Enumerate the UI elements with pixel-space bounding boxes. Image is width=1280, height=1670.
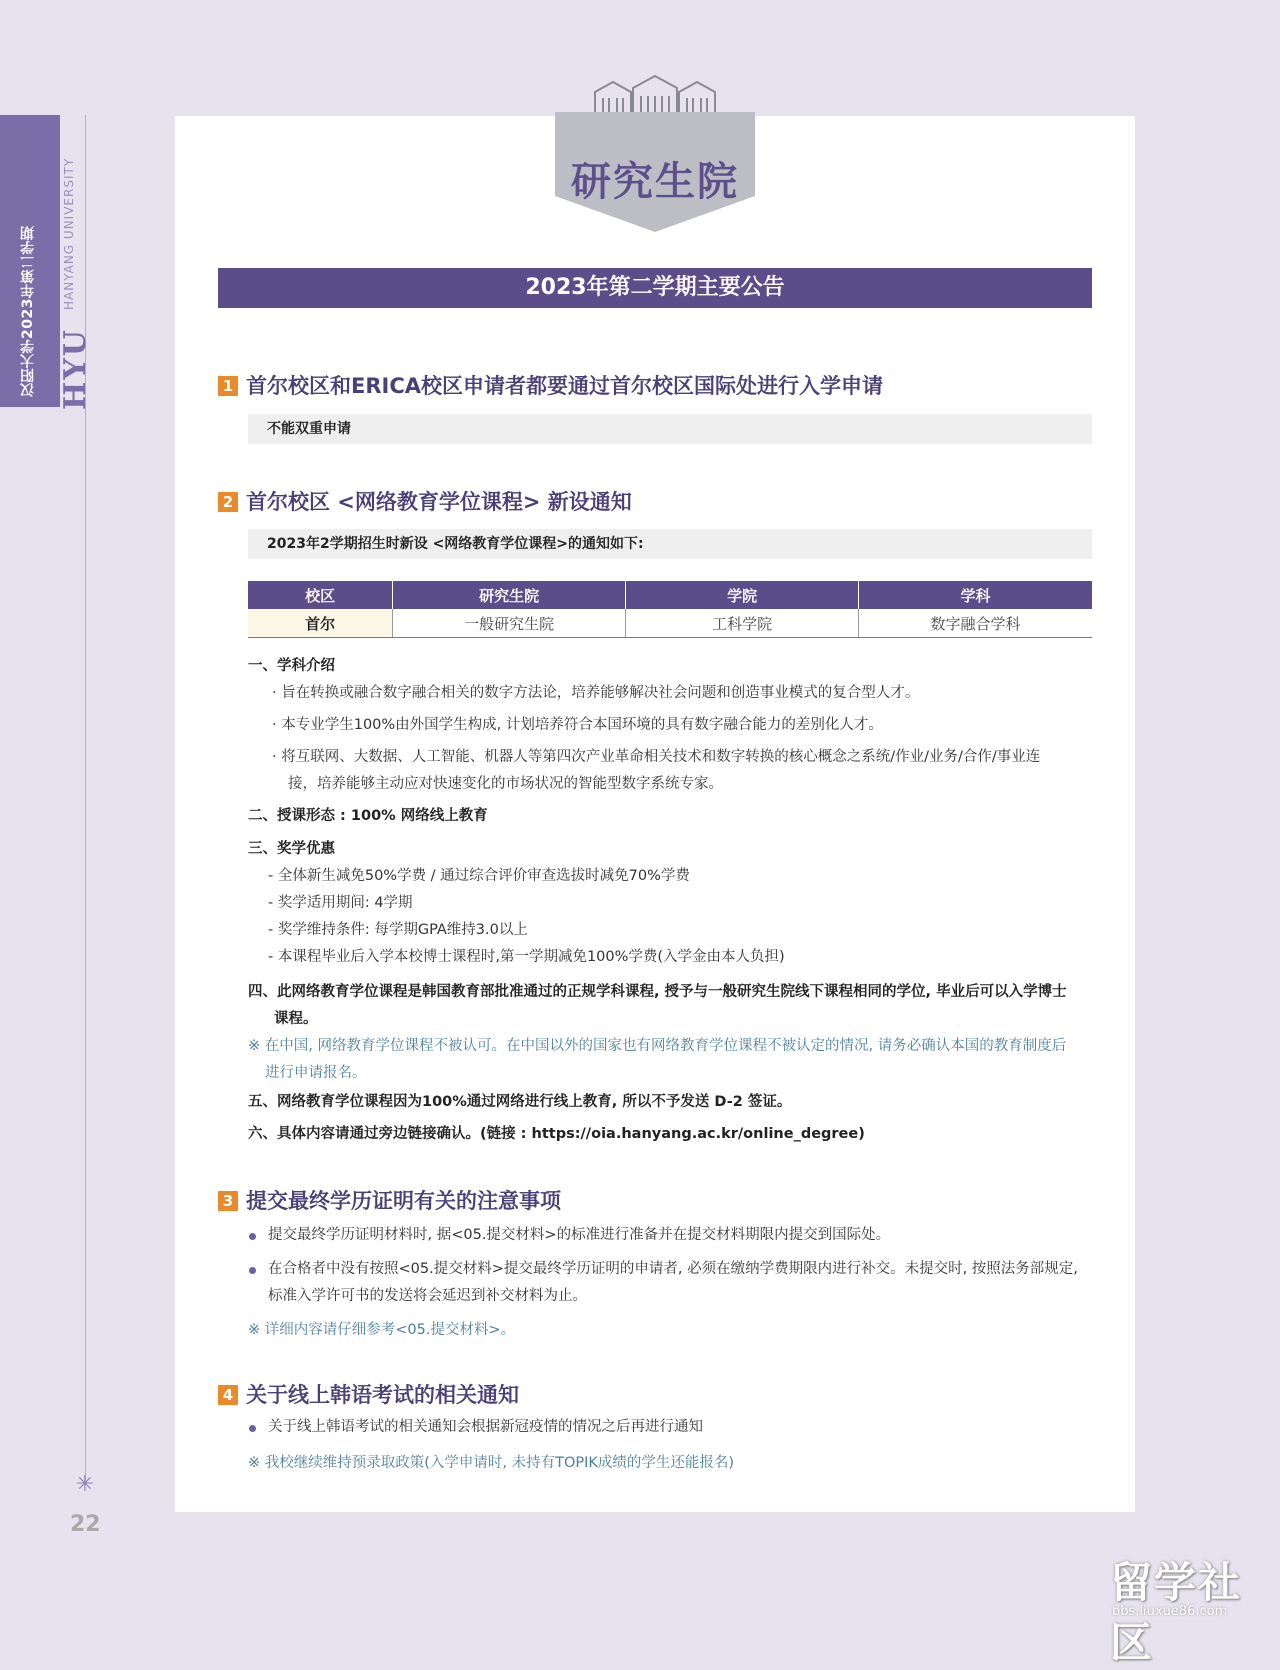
section-3-note: ※ 详细内容请仔细参考<05.提交材料>。 xyxy=(248,1322,516,1338)
bullet-dot-icon xyxy=(249,1425,256,1432)
section-number: 3 xyxy=(218,1191,238,1211)
table-cell: 首尔 xyxy=(248,609,393,638)
section-3-bullet: 在合格者中没有按照<05.提交材料>提交最终学历证明的申请者, 必须在缴纳学费期限内进行补交。未提交时, 按照法务部规定, xyxy=(268,1261,1078,1277)
item-4-continued: 课程。 xyxy=(274,1011,318,1027)
scholarship-item: - 全体新生减免50%学费 / 通过综合评价审查选拔时减免70%学费 xyxy=(268,868,690,884)
bullet-dot-icon xyxy=(249,1267,256,1274)
program-table xyxy=(248,581,1092,638)
bullet-dot-icon xyxy=(249,1233,256,1240)
section-1-title-text: 首尔校区和ERICA校区申请者都要通过首尔校区国际处进行入学申请 xyxy=(246,374,883,398)
watermark-logo: 留学社区 xyxy=(1110,1558,1243,1667)
section-number: 2 xyxy=(218,492,238,512)
section-number: 4 xyxy=(218,1385,238,1405)
scholarship-item: - 奖学维持条件: 每学期GPA维持3.0以上 xyxy=(268,922,528,938)
table-header: 校区 xyxy=(248,581,393,609)
section-1-note-bar: 不能双重申请 xyxy=(248,414,1092,444)
intro-item-continued: 接，培养能够主动应对快速变化的市场状况的智能型数字系统专家。 xyxy=(288,776,723,792)
announcement-banner: 2023年第二学期主要公告 xyxy=(218,268,1092,308)
building-icon xyxy=(593,74,717,114)
table-cell: 一般研究生院 xyxy=(393,609,626,638)
scholarship-item: - 本课程毕业后入学本校博士课程时,第一学期减免100%学费(入学金由本人负担) xyxy=(268,949,785,965)
section-number: 1 xyxy=(218,376,238,396)
table-header: 学院 xyxy=(626,581,859,609)
table-cell: 数字融合学科 xyxy=(859,609,1092,638)
header-title: 研究生院 xyxy=(571,159,739,205)
item-6: 六、具体内容请通过旁边链接确认。(链接 : https://oia.hanyang.ac.kr/online_degree) xyxy=(248,1126,865,1142)
intro-heading: 一、学科介绍 xyxy=(248,658,335,674)
section-4-bullet: 关于线上韩语考试的相关通知会根据新冠疫情的情况之后再进行通知 xyxy=(268,1419,703,1435)
section-3-title xyxy=(218,1186,561,1216)
item-5: 五、网络教育学位课程因为100%通过网络进行线上教育, 所以不予发送 D-2 签证。 xyxy=(248,1094,792,1110)
note-4: ※ 在中国, 网络教育学位课程不被认可。在中国以外的国家也有网络教育学位课程不被认定的情况, 请务必确认本国的教育制度后 xyxy=(248,1038,1067,1054)
scholarship-heading: 三、奖学优惠 xyxy=(248,841,335,857)
hyu-logo: HYU xyxy=(58,328,93,410)
asterisk-icon: ✳ xyxy=(75,1472,95,1497)
item-4: 四、此网络教育学位课程是韩国教育部批准通过的正规学科课程, 授予与一般研究生院线下课程相同的学位, 毕业后可以入学博士 xyxy=(248,984,1067,1000)
watermark-url: bbs.liuxue86.com xyxy=(1112,1604,1228,1619)
section-3-title-text: 提交最终学历证明有关的注意事项 xyxy=(246,1189,561,1213)
section-1-title xyxy=(218,371,883,401)
intro-item: · 将互联网、大数据、人工智能、机器人等第四次产业革命相关技术和数字转换的核心概念之系统/作业/业务/合作/事业连 xyxy=(272,749,1041,765)
spine-chinese-title: 汉阳大学2023年第二学期 xyxy=(20,225,36,397)
section-4-title xyxy=(218,1380,519,1410)
table-header-row xyxy=(248,581,1092,609)
section-4-note: ※ 我校继续维持预录取政策(入学申请时, 未持有TOPIK成绩的学生还能报名) xyxy=(248,1455,735,1471)
teaching-mode: 二、授课形态 : 100% 网络线上教育 xyxy=(248,808,488,824)
section-2-title xyxy=(218,487,632,517)
note-4-continued: 进行申请报名。 xyxy=(265,1065,367,1081)
section-2-note-bar: 2023年2学期招生时新设 <网络教育学位课程>的通知如下: xyxy=(248,529,1092,559)
section-3-bullet-continued: 标准入学许可书的发送将会延迟到补交材料为止。 xyxy=(268,1288,587,1304)
table-row xyxy=(248,609,1092,638)
section-3-bullet: 提交最终学历证明材料时, 据<05.提交材料>的标准进行准备并在提交材料期限内提交到国际处。 xyxy=(268,1227,891,1243)
spine-english-title: HANYANG UNIVERSITY xyxy=(62,157,76,310)
header-badge xyxy=(555,72,755,232)
table-cell: 工科学院 xyxy=(626,609,859,638)
scholarship-item: - 奖学适用期间: 4学期 xyxy=(268,895,413,911)
page-number: 22 xyxy=(70,1512,101,1537)
table-header: 学科 xyxy=(859,581,1092,609)
intro-item: · 本专业学生100%由外国学生构成, 计划培养符合本国环境的具有数字融合能力的差别化人才。 xyxy=(272,717,883,733)
section-2-title-text: 首尔校区 <网络教育学位课程> 新设通知 xyxy=(246,490,632,514)
table-header: 研究生院 xyxy=(393,581,626,609)
section-4-title-text: 关于线上韩语考试的相关通知 xyxy=(246,1383,519,1407)
intro-item: · 旨在转换或融合数字融合相关的数字方法论，培养能够解决社会问题和创造事业模式的复合型人才。 xyxy=(272,685,920,701)
